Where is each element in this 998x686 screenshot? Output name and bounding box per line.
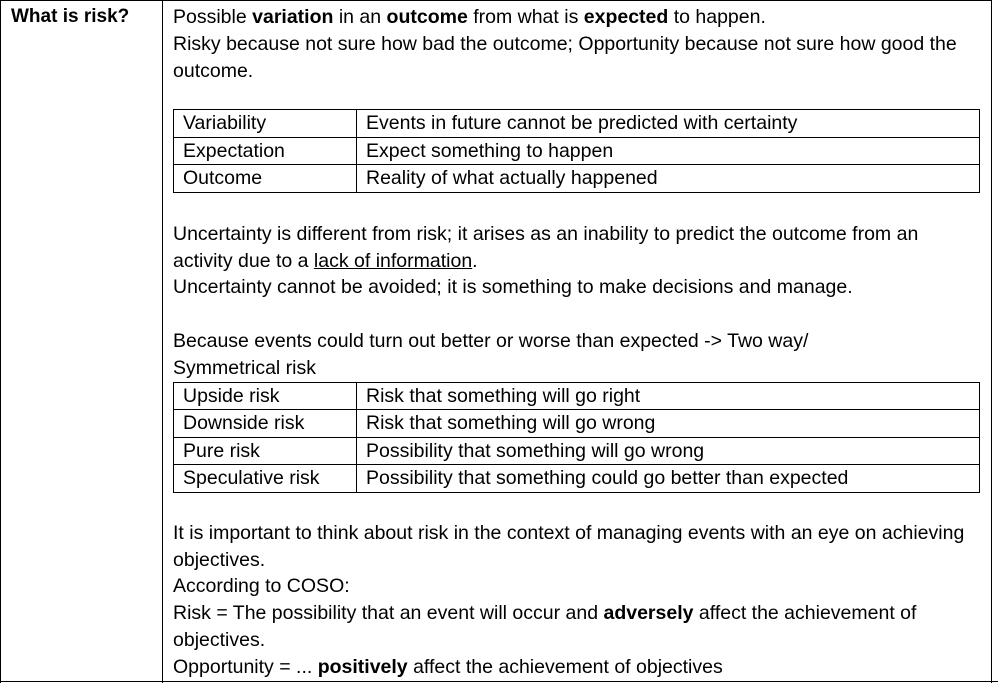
term-cell: Pure risk bbox=[174, 437, 357, 465]
desc-cell: Events in future cannot be predicted with certainty bbox=[357, 110, 980, 138]
row-label: What is risk? bbox=[11, 6, 130, 27]
definitions-table bbox=[173, 109, 980, 193]
bold-adversely: adversely bbox=[603, 602, 694, 625]
desc-cell: Risk that something will go wrong bbox=[357, 410, 980, 438]
term-cell: Variability bbox=[174, 110, 357, 138]
closing-para-4: Opportunity = ... positively affect the achievement of objectives bbox=[173, 655, 723, 678]
term-cell: Outcome bbox=[174, 165, 357, 193]
term-cell: Upside risk bbox=[174, 382, 357, 410]
column-divider bbox=[162, 0, 163, 683]
desc-cell: Possibility that something could go better than expected bbox=[357, 465, 980, 493]
closing-para-2: According to COSO: bbox=[173, 575, 350, 598]
closing-para-1: It is important to think about risk in the context of managing events with an eye on achieving objectives. bbox=[173, 521, 965, 571]
intro-line-2: Risky because not sure how bad the outcome; Opportunity because not sure how good the outcome. bbox=[173, 32, 957, 82]
table-row bbox=[174, 137, 980, 165]
bold-expected: expected bbox=[583, 6, 669, 28]
bottom-border bbox=[0, 681, 998, 682]
underlined-lack-of-information: lack of information bbox=[313, 249, 473, 272]
term-cell: Downside risk bbox=[174, 410, 357, 438]
desc-cell: Risk that something will go right bbox=[357, 382, 980, 410]
table-row bbox=[174, 110, 980, 138]
uncertainty-para-2: Uncertainty cannot be avoided; it is something to make decisions and manage. bbox=[173, 276, 853, 299]
content-cell bbox=[173, 4, 983, 681]
desc-cell: Reality of what actually happened bbox=[357, 165, 980, 193]
table-row bbox=[174, 465, 980, 493]
spacer bbox=[173, 84, 983, 109]
closing-para-3: Risk = The possibility that an event will occur and adversely affect the achievement of objectives. bbox=[173, 602, 917, 652]
spacer bbox=[173, 493, 983, 520]
table-row bbox=[174, 165, 980, 193]
desc-cell: Expect something to happen bbox=[357, 137, 980, 165]
symmetric-para: Because events could turn out better or worse than expected -> Two way/ Symmetrical risk bbox=[173, 330, 809, 380]
intro-line-1: Possible variation in an outcome from what is expected to happen. bbox=[173, 6, 766, 28]
table-row bbox=[174, 410, 980, 438]
table-row bbox=[174, 437, 980, 465]
table-row bbox=[174, 382, 980, 410]
bold-outcome: outcome bbox=[386, 6, 468, 28]
bold-positively: positively bbox=[317, 655, 408, 678]
bold-variation: variation bbox=[252, 6, 334, 28]
spacer bbox=[173, 193, 983, 221]
term-cell: Expectation bbox=[174, 137, 357, 165]
desc-cell: Possibility that something will go wrong bbox=[357, 437, 980, 465]
risk-types-table bbox=[173, 382, 980, 493]
spacer bbox=[173, 301, 983, 328]
term-cell: Speculative risk bbox=[174, 465, 357, 493]
uncertainty-para-1: Uncertainty is different from risk; it arises as an inability to predict the outcome from an activity due to a lack of information. bbox=[173, 222, 919, 272]
